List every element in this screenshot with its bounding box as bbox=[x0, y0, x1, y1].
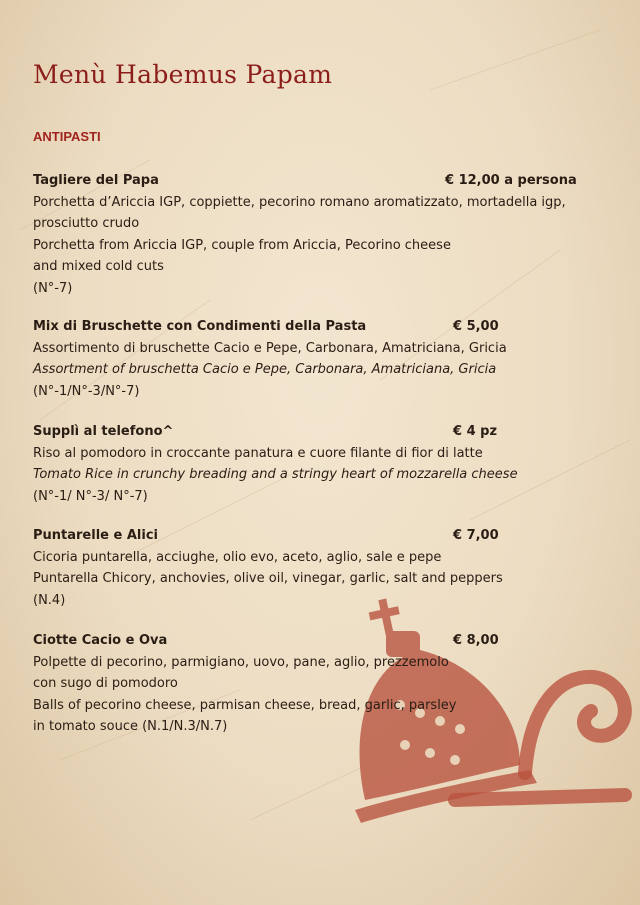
item-description-line: Polpette di pecorino, parmigiano, uovo, pane, aglio, prezzemolo bbox=[33, 654, 449, 670]
item-description-line: Porchetta d’Ariccia IGP, coppiette, pecorino romano aromatizzato, mortadella igp, bbox=[33, 194, 566, 210]
item-allergens: (N°-7) bbox=[33, 280, 73, 296]
item-description-line: Balls of pecorino cheese, parmisan cheese, bread, garlic, parsley bbox=[33, 697, 457, 713]
item-description-line: Assortment of bruschetta Cacio e Pepe, Carbonara, Amatriciana, Gricia bbox=[33, 362, 497, 377]
item-price: € 5,00 bbox=[453, 319, 499, 334]
item-allergens: (N°-1/N°-3/N°-7) bbox=[33, 383, 140, 399]
item-allergens: (N°-1/ N°-3/ N°-7) bbox=[33, 488, 148, 504]
menu-item bbox=[33, 630, 593, 738]
item-description-line: con sugo di pomodoro bbox=[33, 676, 178, 691]
item-description-line: prosciutto crudo bbox=[33, 216, 140, 231]
item-name: Puntarelle e Alici bbox=[33, 528, 158, 543]
page-title: Menù Habemus Papam bbox=[33, 60, 333, 89]
item-name: Ciotte Cacio e Ova bbox=[33, 633, 168, 648]
item-price: € 12,00 a persona bbox=[445, 173, 577, 188]
item-allergens: in tomato souce (N.1/N.3/N.7) bbox=[33, 719, 228, 734]
item-price: € 4 pz bbox=[453, 424, 498, 439]
menu-item bbox=[33, 525, 593, 611]
menu-item bbox=[33, 170, 593, 299]
item-name: Mix di Bruschette con Condimenti della Pasta bbox=[33, 319, 367, 334]
item-description-line: Cicoria puntarella, acciughe, olio evo, aceto, aglio, sale e pepe bbox=[33, 549, 442, 565]
item-description-line: Assortimento di bruschette Cacio e Pepe, Carbonara, Amatriciana, Gricia bbox=[33, 340, 507, 356]
item-price: € 7,00 bbox=[453, 528, 499, 543]
item-description-line: Tomato Rice in crunchy breading and a stringy heart of mozzarella cheese bbox=[33, 467, 518, 482]
menu-item bbox=[33, 421, 593, 507]
item-name: Supplì al telefono^ bbox=[33, 424, 174, 439]
item-name: Tagliere del Papa bbox=[33, 173, 159, 188]
item-description-line: Puntarella Chicory, anchovies, olive oil, vinegar, garlic, salt and peppers bbox=[33, 571, 503, 586]
item-allergens: (N.4) bbox=[33, 592, 66, 608]
item-description-line: Porchetta from Ariccia IGP, couple from Ariccia, Pecorino cheese bbox=[33, 237, 451, 253]
item-price: € 8,00 bbox=[453, 633, 499, 648]
item-description-line: Riso al pomodoro in croccante panatura e cuore filante di fior di latte bbox=[33, 445, 483, 461]
item-description-line: and mixed cold cuts bbox=[33, 259, 164, 274]
section-heading: ANTIPASTI bbox=[33, 129, 101, 144]
menu-item bbox=[33, 316, 593, 402]
